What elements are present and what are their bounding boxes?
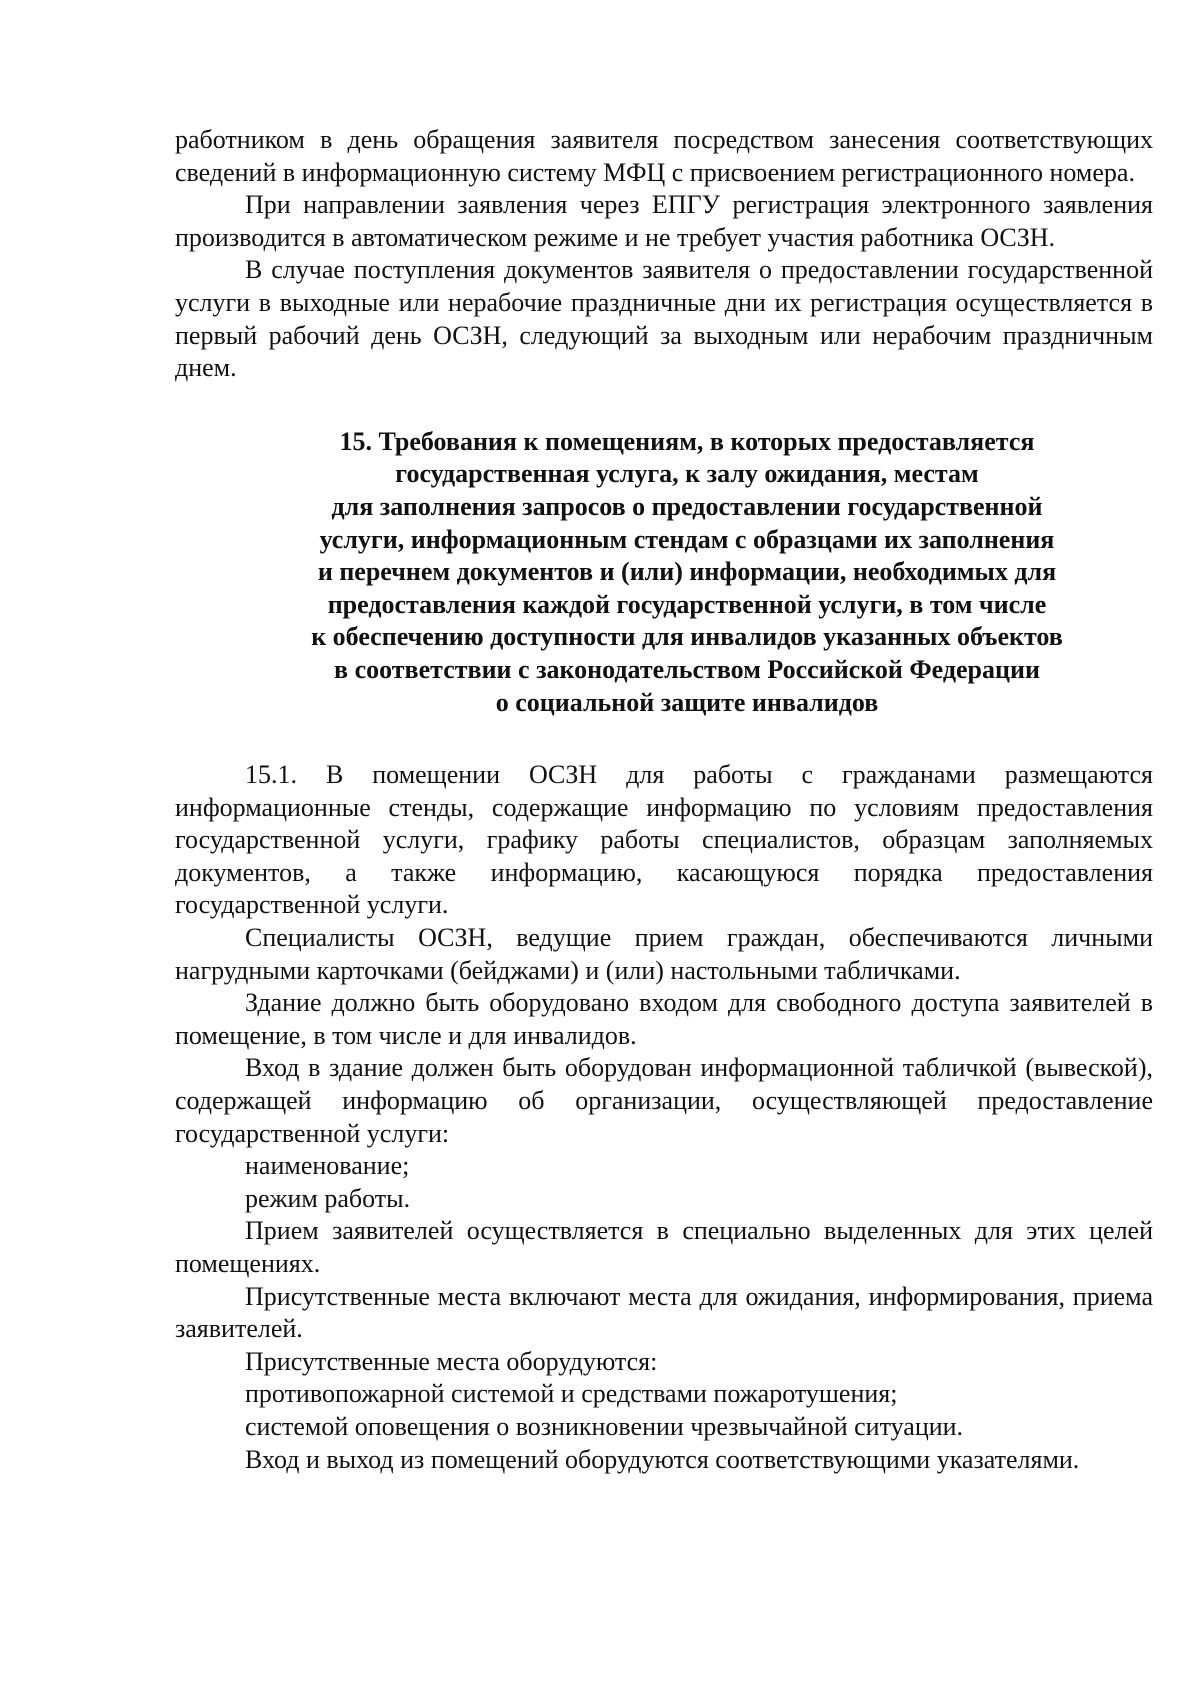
paragraph-holiday-registration: В случае поступления документов заявителя о предоставлении государственной услуги в выходные или нерабочие праздничные дни их регистрация осуществляется в первый рабочий день ОСЗН, следующий за выходным или нерабочим праздничным днем. (175, 255, 1153, 383)
section-heading-line: и перечнем документов и (или) информации, необходимых для (317, 557, 1057, 587)
paragraph-entrance-sign: Вход в здание должен быть оборудован информационной табличкой (вывеской), содержащей информацию об организации, осуществляющей предоставление государственной услуги: (175, 1053, 1153, 1148)
section-heading-line: в соответствии с законодательством Российской Федерации (334, 654, 1040, 684)
list-item-name: наименование; (245, 1151, 410, 1181)
list-item-alert-system: системой оповещения о возникновении чрезвычайной ситуации. (245, 1411, 964, 1441)
section-heading (175, 426, 1153, 719)
paragraph-entrance-exit-signs: Вход и выход из помещений оборудуются соответствующими указателями. (245, 1444, 1080, 1474)
paragraph-reception-rooms: Прием заявителей осуществляется в специально выделенных для этих целей помещениях. (175, 1216, 1153, 1278)
list-item-work-mode: режим работы. (245, 1183, 411, 1213)
paragraph-specialists-badges: Специалисты ОСЗН, ведущие прием граждан, обеспечиваются личными нагрудными карточками (бейджами) и (или) настольными табличками. (175, 923, 1153, 985)
paragraph-epgu-registration: При направлении заявления через ЕПГУ регистрация электронного заявления производится в автоматическом режиме и не требует участия работника ОСЗН. (175, 190, 1153, 252)
paragraph-building-access: Здание должно быть оборудовано входом для свободного доступа заявителей в помещение, в том числе и для инвалидов. (175, 988, 1153, 1050)
paragraph-15-1-info-stands: 15.1. В помещении ОСЗН для работы с гражданами размещаются информационные стенды, содержащие информацию по условиям предоставления государственной услуги, графику работы специалистов, образцам заполняемых документов, а также информацию, касающуюся порядка предоставления государственной услуги. (175, 760, 1153, 920)
paragraph-public-places: Присутственные места включают места для ожидания, информирования, приема заявителей. (175, 1281, 1153, 1344)
list-item-fire-system: противопожарной системой и средствами пожаротушения; (245, 1379, 898, 1409)
section-heading-line: услуги, информационным стендам с образцами их заполнения (319, 524, 1055, 554)
document-page (175, 124, 1153, 1476)
section-heading-line: к обеспечению доступности для инвалидов указанных объектов (311, 622, 1063, 652)
paragraph-public-places-equipment: Присутственные места оборудуются: (245, 1346, 658, 1376)
section-heading-line: о социальной защите инвалидов (495, 687, 879, 717)
section-heading-line: предоставления каждой государственной услуги, в том числе (327, 589, 1047, 619)
paragraph-intro-continuation: работником в день обращения заявителя посредством занесения соответствующих сведений в информационную систему МФЦ с присвоением регистрационного номера. (175, 125, 1153, 187)
section-heading-line: для заполнения запросов о предоставлении государственной (331, 491, 1043, 521)
section-heading-line: государственная услуга, к залу ожидания, местам (395, 459, 979, 489)
section-heading-line: 15. Требования к помещениям, в которых предоставляется (339, 426, 1035, 456)
